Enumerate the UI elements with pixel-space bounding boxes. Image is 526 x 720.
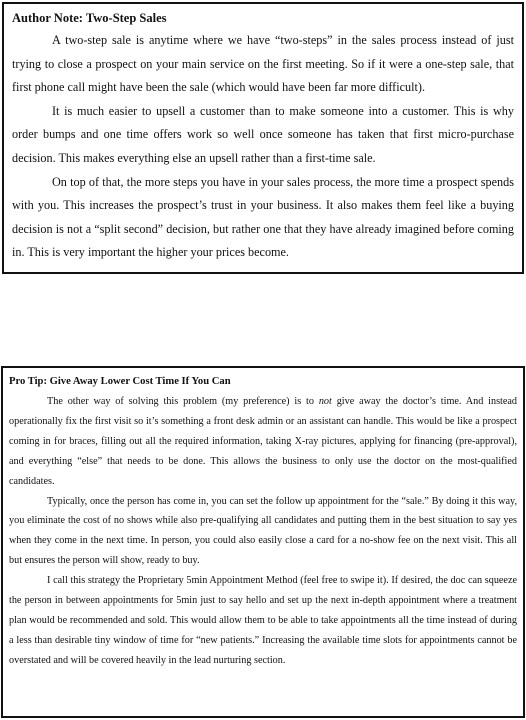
pro-tip-title: Pro Tip: Give Away Lower Cost Time If You Can <box>9 376 231 387</box>
pro-tip-paragraph-1 <box>9 392 517 492</box>
pro-tip-p1-text-b: give away the doctor’s time. And instead operationally fix the first visit so it’s something a front desk admin or an assistant can handle. This would be like a prospect coming in for braces, filling out all the required information, taking X-ray pictures, applying for financing (pre-approval), and everything “else” that needs to be done. This allows the business to only use the doctor on the most-qualified candidates. <box>9 396 517 487</box>
pro-tip-p1-emphasis: not <box>318 396 332 407</box>
author-note-paragraph-1: A two-step sale is anytime where we have “two-steps” in the sales process instead of just trying to close a prospect on your main service on the first meeting. So if it were a one-step sale, that first phone call might have been the sale (which would have been far more difficult). <box>12 33 514 95</box>
author-note-title: Author Note: Two-Step Sales <box>12 11 167 25</box>
author-note-paragraph-3: On top of that, the more steps you have in your sales process, the more time a prospect spends with you. This increases the prospect’s trust in your business. It also makes them feel like a buying decision is not a “split second” decision, but rather one that they have already imagined before coming in. This is very important the higher your prices become. <box>12 174 514 260</box>
pro-tip-paragraph-2: Typically, once the person has come in, you can set the follow up appointment for the “sale.” By doing it this way, you eliminate the cost of no shows while also pre-qualifying all candidates and putting them in the best situation to say yes when they come in the next time. In person, you could also easily close a card for a no-show fee on the next visit. This all but ensures the person will show, ready to buy. <box>9 495 517 567</box>
pro-tip-paragraph-3: I call this strategy the Proprietary 5min Appointment Method (feel free to swipe it). If desired, the doc can squeeze the person in between appointments for 5min just to say hello and set up the next in-depth appointment where a treatment plan would be recommended and sold. This would allow them to be able to take appointments all the time instead of during a less than desirable tiny window of time for “new patients.” Increasing the available time slots for appointments cannot be overstated and will be covered heavily in the lead nurturing section. <box>9 575 517 666</box>
author-note-box <box>2 2 524 274</box>
author-note-paragraph-2: It is much easier to upsell a customer than to make someone into a customer. This is why order bumps and one time offers work so well once someone has taken that first micro-purchase decision. This makes everything else an upsell rather than a first-time sale. <box>12 103 514 165</box>
pro-tip-box <box>1 366 525 718</box>
pro-tip-p1-text-a: The other way of solving this problem (my preference) is to <box>47 396 319 407</box>
